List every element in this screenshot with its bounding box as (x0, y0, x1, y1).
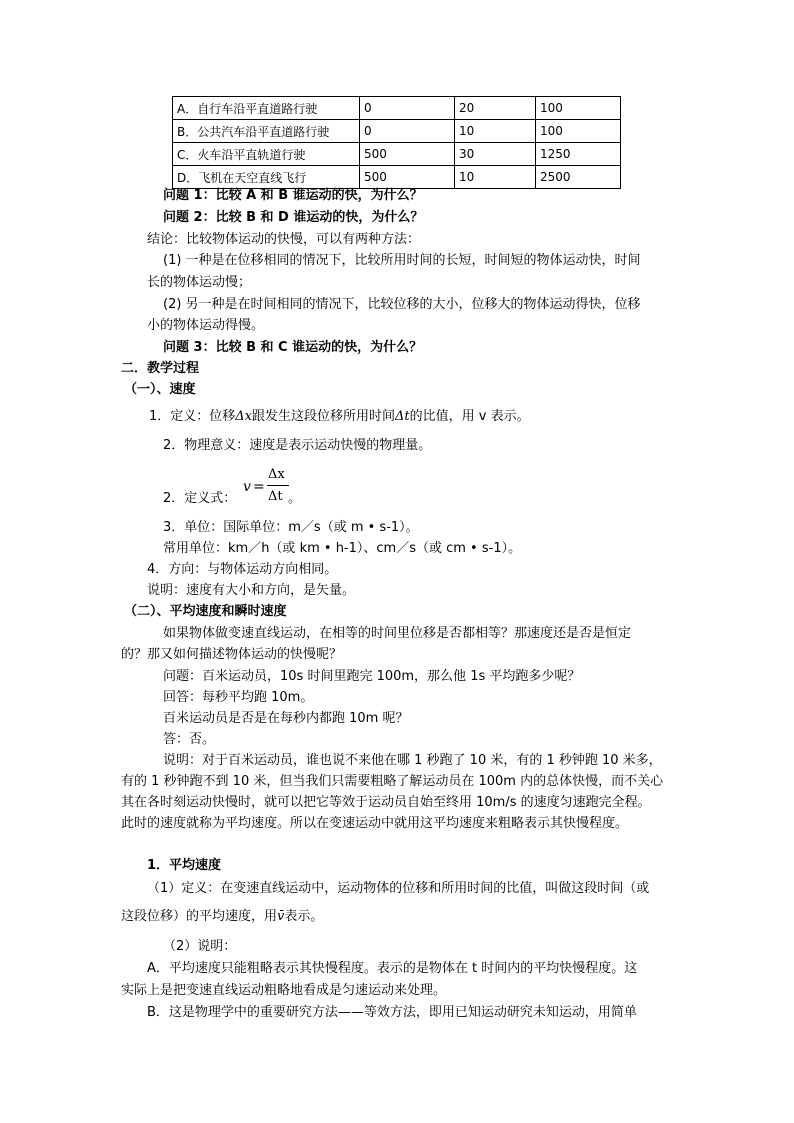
formula-equals: = (253, 479, 265, 495)
table-cell: 500 (360, 166, 455, 189)
table-cell: 10 (455, 166, 536, 189)
definition-text-c: 的比值，用 v 表示。 (409, 409, 530, 424)
method-1-line-2: 长的物体运动慢； (147, 275, 252, 290)
common-unit-line: 常用单位：km／h（或 km • h-1）、cm／s（或 cm • s-1）。 (163, 541, 522, 556)
question-3: 问题 3：比较 B 和 C 谁运动的快，为什么？ (163, 340, 423, 355)
average-definition-line-1: （1）定义：在变速直线运动中，运动物体的位移和所用时间的比值，叫做这段时间（或 (147, 881, 650, 896)
method-2-line-1: (2) 另一种是在时间相同的情况下，比较位移的大小，位移大的物体运动得快，位移 (163, 297, 641, 312)
motion-comparison-table (172, 96, 621, 189)
table-cell: 30 (455, 143, 536, 166)
physical-meaning: 2．物理意义：速度是表示运动快慢的物理量。 (163, 438, 432, 453)
question-sprinter: 问题：百米运动员，10s 时间里跑完 100m，那么他 1s 平均跑多少呢？ (163, 669, 581, 684)
note-line-2: 有的 1 秒钟跑不到 10 米，但当我们只需要粗略了解运动员在 100m 内的总体快慢，而不关心 (121, 774, 664, 789)
answer-sprinter: 回答：每秒平均跑 10m。 (163, 690, 314, 705)
fraction-bar (267, 485, 289, 486)
table-cell: 0 (360, 120, 455, 143)
section-heading-teaching-process: 二．教学过程 (121, 361, 200, 376)
point-a-line-2: 实际上是把变速直线运动粗略地看成是匀速运动来处理。 (121, 983, 447, 998)
vector-note: 说明：速度有大小和方向，是矢量。 (147, 583, 356, 598)
note-line-3: 其在各时刻运动快慢时，就可以把它等效于运动员自始至终用 10m/s 的速度匀速跑完全程。 (121, 795, 651, 810)
point-a-line-1: A．平均速度只能粗略表示其快慢程度。表示的是物体在 t 时间内的平均快慢程度。这 (147, 961, 638, 976)
table-cell: 20 (455, 97, 536, 120)
table-cell: A．自行车沿平直道路行驶 (173, 97, 360, 120)
formula-numerator: Δx (268, 467, 285, 482)
average-definition-text-a: 这段位移）的平均速度，用 (121, 909, 278, 924)
table-cell: D．飞机在天空直线飞行 (173, 166, 360, 189)
table-cell: 10 (455, 120, 536, 143)
table-cell: 100 (536, 97, 621, 120)
table-row (173, 166, 621, 189)
subsection-heading-average-instant: （二）、平均速度和瞬时速度 (124, 604, 287, 619)
table-cell: 500 (360, 143, 455, 166)
average-velocity-symbol: v̄ (277, 909, 285, 924)
method-1-line-1: (1) 一种是在位移相同的情况下，比较所用时间的长短，时间短的物体运动快，时间 (163, 253, 641, 268)
definition-line (149, 410, 530, 423)
method-2-line-2: 小的物体运动得慢。 (147, 318, 265, 333)
question-2: 问题 2：比较 B 和 D 谁运动的快，为什么？ (163, 210, 424, 225)
answer-no: 答：否。 (163, 732, 216, 747)
average-definition-text-b: 表示。 (284, 909, 324, 924)
question-every-second: 百米运动员是否是在每秒内都跑 10m 呢？ (163, 711, 409, 726)
paragraph-1-line-1: 如果物体做变速直线运动，在相等的时间里位移是否都相等？那速度还是否是恒定 (163, 626, 632, 641)
delta-x-symbol: Δx (235, 409, 253, 424)
formula-period: 。 (288, 491, 302, 506)
table-row (173, 120, 621, 143)
formula-label: 2．定义式： (163, 491, 237, 506)
table-cell: 1250 (536, 143, 621, 166)
note-line-4: 此时的速度就称为平均速度。所以在变速运动中就用这平均速度来粗略表示其快慢程度。 (121, 816, 629, 831)
subsection-heading-speed: （一）、速度 (124, 382, 196, 397)
table-row (173, 143, 621, 166)
definition-text-b: 跟发生这段位移所用时间 (252, 409, 396, 424)
average-speed-heading: 1．平均速度 (147, 858, 222, 873)
delta-t-symbol: Δt (395, 409, 410, 424)
table-cell: C．火车沿平直轨道行驶 (173, 143, 360, 166)
direction-line: 4．方向：与物体运动方向相同。 (147, 562, 338, 577)
average-definition-line-2 (121, 910, 323, 923)
note-line-1: 说明：对于百米运动员，谁也说不来他在哪 1 秒跑了 10 米，有的 1 秒钟跑 10 米多， (163, 753, 662, 768)
formula-v: v (243, 479, 251, 495)
point-b-line-1: B．这是物理学中的重要研究方法——等效方法，即用已知运动研究未知运动，用简单 (147, 1005, 637, 1020)
unit-line: 3．单位：国际单位：m／s（或 m • s-1）。 (163, 520, 419, 535)
table-cell: 100 (536, 120, 621, 143)
formula-denominator: Δt (268, 489, 283, 504)
table-cell: 2500 (536, 166, 621, 189)
table-cell: B．公共汽车沿平直道路行驶 (173, 120, 360, 143)
table-cell: 0 (360, 97, 455, 120)
paragraph-1-line-2: 的？那又如何描述物体运动的快慢呢？ (121, 647, 343, 662)
question-1: 问题 1：比较 A 和 B 谁运动的快，为什么？ (163, 188, 423, 203)
table-row (173, 97, 621, 120)
explanation-heading: （2）说明： (163, 939, 237, 954)
definition-text-a: 1．定义：位移 (149, 409, 236, 424)
conclusion-text: 结论：比较物体运动的快慢，可以有两种方法： (147, 232, 421, 247)
